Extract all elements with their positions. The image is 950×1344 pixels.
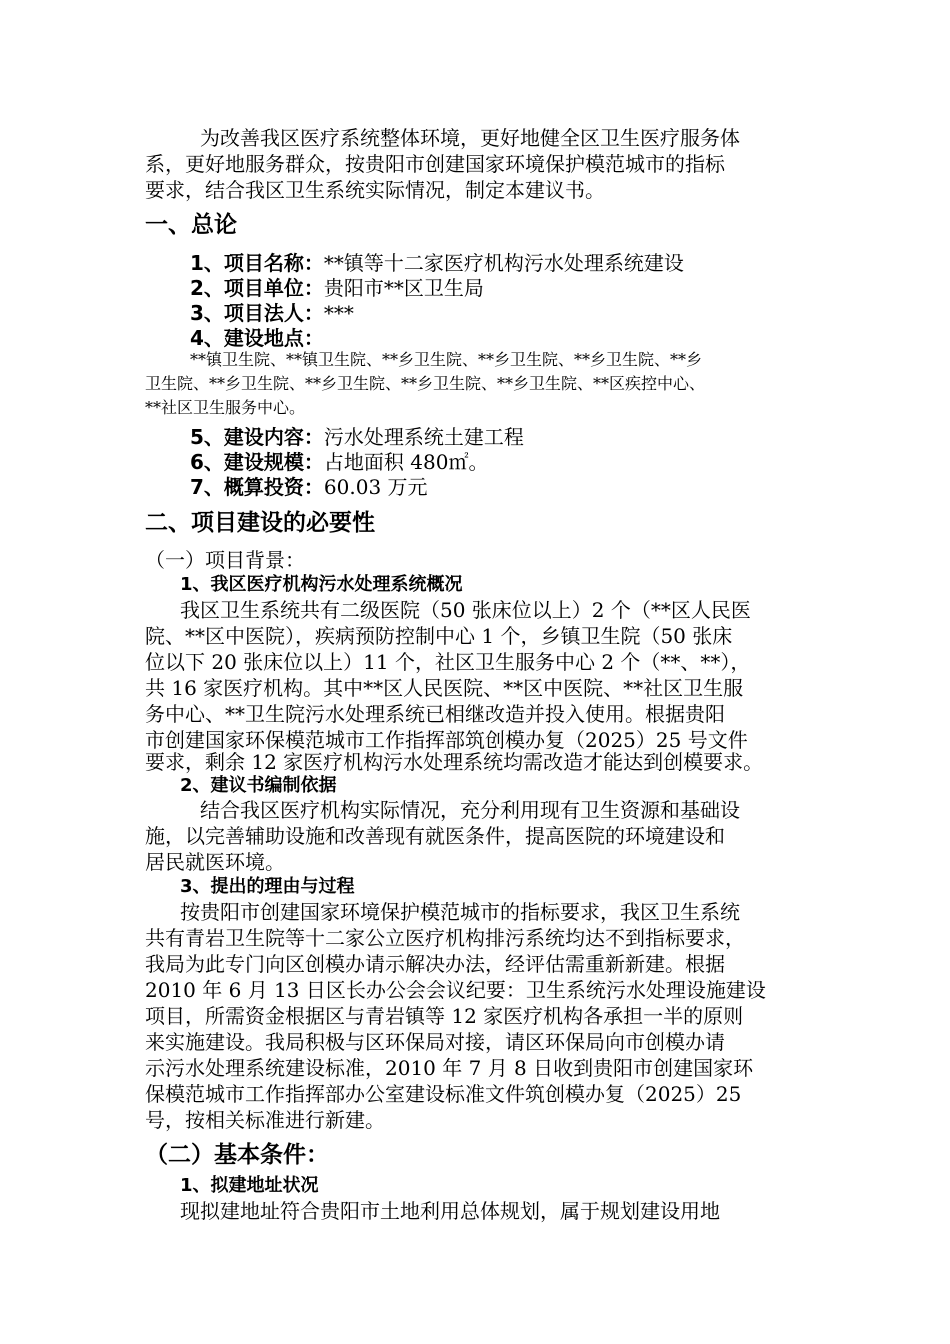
subsection-title: （一）项目背景： [145,548,305,572]
section-2-title: 二、项目建设的必要性 [145,510,375,536]
summary-item: 5、建设内容：污水处理系统土建工程 [190,425,524,449]
paragraph-line: 2010 年 6 月 13 日区长办公会会议纪要：卫生系统污水处理设施建设 [145,978,766,1002]
summary-item: 6、建设规模：占地面积 480㎡。 [190,450,489,474]
paragraph-line: 来实施建设。我局积极与区环保局对接，请区环保局向市创模办请 [145,1030,725,1054]
paragraph-line: 结合我区医疗机构实际情况，充分利用现有卫生资源和基础设 [200,798,740,822]
summary-item: 3、项目法人：*** [190,301,354,325]
location-line: 卫生院、**乡卫生院、**乡卫生院、**乡卫生院、**乡卫生院、**区疾控中心、 [145,374,706,393]
paragraph-line: 要求，剩余 12 家医疗机构污水处理系统均需改造才能达到创模要求。 [145,750,764,774]
paragraph-line: 按贵阳市创建国家环境保护模范城市的指标要求，我区卫生系统 [180,900,740,924]
section-1-title: 一、总论 [145,212,237,238]
summary-item: 7、概算投资：60.03 万元 [190,475,428,499]
location-line: **镇卫生院、**镇卫生院、**乡卫生院、**乡卫生院、**乡卫生院、**乡 [190,350,703,369]
paragraph-line: 我局为此专门向区创模办请示解决办法，经评估需重新新建。根据 [145,952,725,976]
paragraph-line: 院、**区中医院），疾病预防控制中心 1 个，乡镇卫生院（50 张床 [145,624,733,648]
intro-line: 要求，结合我区卫生系统实际情况，制定本建议书。 [145,178,605,202]
subsection-title: （二）基本条件： [145,1142,329,1168]
paragraph-line: 共有青岩卫生院等十二家公立医疗机构排污系统均达不到指标要求， [145,926,745,950]
paragraph-line: 保模范城市工作指挥部办公室建设标准文件筑创模办复（2025）25 [145,1082,742,1106]
paragraph-line: 号，按相关标准进行新建。 [145,1108,385,1132]
intro-line: 为改善我区医疗系统整体环境，更好地健全区卫生医疗服务体 [200,126,740,150]
paragraph-line: 务中心、**卫生院污水处理系统已相继改造并投入使用。根据贵阳 [145,702,725,726]
intro-line: 系，更好地服务群众，按贵阳市创建国家环境保护模范城市的指标 [145,152,725,176]
location-line: **社区卫生服务中心。 [145,398,306,417]
subheading: 1、我区医疗机构污水处理系统概况 [180,574,463,595]
paragraph-line: 位以下 20 张床位以上）11 个，社区卫生服务中心 2 个（**、**）， [145,650,751,674]
paragraph-line: 示污水处理系统建设标准，2010 年 7 月 8 日收到贵阳市创建国家环 [145,1056,754,1080]
summary-item: 1、项目名称：**镇等十二家医疗机构污水处理系统建设 [190,251,684,275]
paragraph-line: 居民就医环境。 [145,850,285,874]
summary-item: 2、项目单位：贵阳市**区卫生局 [190,276,484,300]
summary-item: 4、建设地点： [190,326,324,350]
subheading: 3、提出的理由与过程 [180,876,355,897]
paragraph-line: 施，以完善辅助设施和改善现有就医条件，提高医院的环境建设和 [145,824,725,848]
paragraph-line: 市创建国家环保模范城市工作指挥部筑创模办复（2025）25 号文件 [145,728,748,752]
paragraph-line: 共 16 家医疗机构。其中**区人民医院、**区中医院、**社区卫生服 [145,676,744,700]
paragraph-line: 我区卫生系统共有二级医院（50 张床位以上）2 个（**区人民医 [180,598,751,622]
subheading: 2、建议书编制依据 [180,775,337,796]
paragraph-line: 现拟建地址符合贵阳市土地利用总体规划，属于规划建设用地 [180,1199,720,1223]
paragraph-line: 项目，所需资金根据区与青岩镇等 12 家医疗机构各承担一半的原则 [145,1004,744,1028]
subheading: 1、拟建地址状况 [180,1175,319,1196]
